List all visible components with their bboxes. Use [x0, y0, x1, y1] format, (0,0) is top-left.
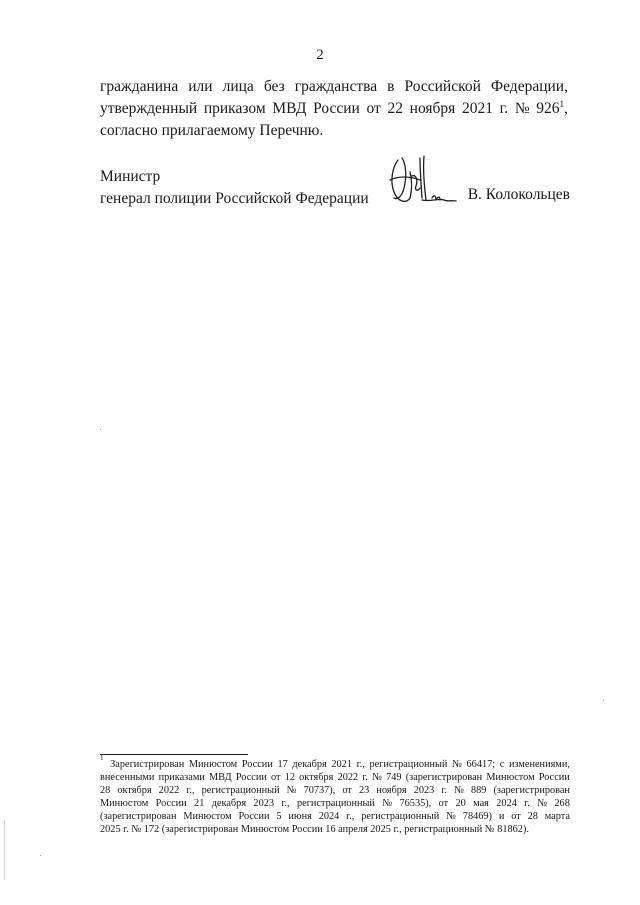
scan-speck	[40, 855, 41, 856]
footnote-word: марта	[544, 811, 570, 823]
handwritten-signature	[376, 154, 460, 224]
signer-position-rank: генерал полиции Российской Федерации	[100, 190, 369, 207]
body-word: 926$^1$,	[536, 98, 568, 117]
scan-speck	[603, 700, 604, 701]
footnote-word: России	[241, 759, 273, 770]
footnote-word: от	[438, 798, 449, 810]
footnote-mark: 1	[100, 754, 104, 762]
footnote-separator	[100, 754, 248, 755]
footnote-line	[100, 810, 570, 823]
footnote-word: (зарегистрирован	[405, 772, 483, 784]
footnote-word: г.,	[186, 785, 195, 797]
body-line-3: согласно прилагаемому Перечню.	[100, 122, 324, 139]
footnote-word: МВД	[209, 772, 232, 784]
footnote-word: и	[498, 811, 505, 823]
footnote-word: регистрационный	[361, 811, 440, 823]
body-word: гражданина	[100, 78, 179, 95]
footnote-word: России	[538, 772, 570, 784]
footnote-word: Минюстом	[100, 798, 149, 810]
footnote-word: г.	[441, 785, 447, 797]
footnote-word: №	[286, 785, 297, 797]
body-word: лица	[222, 78, 254, 95]
footnote-word: от	[271, 772, 281, 784]
footnote-word: 78469)	[462, 811, 492, 823]
footnote-word: (зарегистрирован	[493, 785, 570, 797]
footnote-word: №	[537, 798, 548, 810]
footnote-line	[100, 797, 570, 810]
footnote-line	[100, 754, 570, 771]
body-word: утвержденный	[100, 100, 198, 117]
scan-speck	[100, 429, 101, 430]
footnote-word: декабря	[292, 759, 327, 770]
footnote-word: 12	[284, 772, 295, 784]
footnote-word: от	[511, 811, 521, 823]
footnote-word: 66417;	[466, 759, 496, 770]
footnote-word: 23	[358, 785, 370, 797]
body-line-1	[100, 76, 568, 98]
footnote-word: России	[155, 798, 187, 810]
footnote-reference: 1	[559, 98, 565, 109]
body-word: №	[514, 100, 530, 117]
footnote-word: приказами	[158, 772, 205, 784]
body-word: России	[313, 100, 360, 117]
signer-position-title: Министр	[100, 168, 161, 185]
footnote-word: мая	[473, 798, 489, 810]
body-word: приказом	[203, 100, 266, 117]
footnote-line	[100, 823, 570, 836]
signer-name: В. Колокольцев	[467, 186, 570, 203]
body-punctuation: ,	[564, 100, 568, 117]
footnote-word: г.,	[356, 759, 365, 770]
footnote-word: 5	[276, 811, 282, 823]
footnote-word: 268	[554, 798, 570, 810]
footnote-word: 21	[194, 798, 205, 810]
body-word: Российской	[404, 78, 481, 95]
footnote-word: 76535),	[399, 798, 432, 810]
footnote-word: ноября	[376, 785, 407, 797]
footnote-word: №	[452, 759, 462, 770]
footnote-word: 2022	[337, 772, 359, 784]
footnote-word: 749	[386, 772, 402, 784]
body-word: гражданства	[294, 78, 378, 95]
footnote-word: 889	[470, 785, 487, 797]
footnote-word: октября	[117, 785, 152, 797]
footnote-word: от	[342, 785, 352, 797]
body-word: без	[263, 78, 285, 95]
footnote-word: июня	[288, 811, 312, 823]
footnote-word: Зарегистрирован	[110, 759, 185, 770]
footnote-word: Минюстом	[183, 811, 232, 823]
footnote-word: 28	[100, 785, 111, 797]
footnote-word: 20	[455, 798, 466, 810]
body-word: 2021	[462, 100, 493, 117]
body-word: Федерации,	[490, 78, 568, 95]
page-number: 2	[316, 47, 324, 63]
body-word: в	[387, 78, 395, 95]
footnote-word: 2023	[253, 798, 275, 810]
footnote-word: 2025 г. № 172 (зарегистрирован Минюстом России 16 апреля 2025 г., регистрационный № 81862).	[100, 824, 529, 836]
signature-block	[100, 166, 570, 226]
body-word: г.	[499, 100, 509, 117]
footnote-word: г.	[362, 772, 368, 784]
footnote-word: 2022	[158, 785, 180, 797]
footnote-word: изменениями,	[508, 759, 570, 770]
footnote-line	[100, 784, 570, 797]
body-word: ноября	[409, 100, 456, 117]
footnote-word: 2024	[496, 798, 517, 810]
footnote-line	[100, 771, 570, 784]
footnote-word: Минюстом	[486, 772, 535, 784]
body-word: МВД	[272, 100, 307, 117]
footnote-word: (зарегистрирован	[100, 811, 177, 823]
footnote-word: 2024	[318, 811, 340, 823]
body-word: 22	[387, 100, 403, 117]
footnote-word: 70737),	[303, 785, 336, 797]
body-word: или	[188, 78, 213, 95]
footnote	[100, 754, 570, 837]
footnote-word: 2023	[413, 785, 435, 797]
footnote-word: с	[499, 759, 505, 770]
footnote-word: октября	[299, 772, 334, 784]
scan-edge	[4, 820, 5, 880]
footnote-word: 17	[277, 759, 288, 770]
body-word: от	[366, 100, 381, 117]
footnote-word: г.,	[346, 811, 355, 823]
footnote-word: регистрационный	[369, 759, 448, 770]
footnote-word: №	[454, 785, 464, 797]
footnote-word: регистрационный	[296, 798, 375, 810]
footnote-word: регистрационный	[201, 785, 280, 797]
footnote-word: №	[382, 798, 393, 810]
footnote-word: России	[235, 772, 267, 784]
footnote-word: г.,	[281, 798, 290, 810]
footnote-word: Минюстом	[188, 759, 238, 770]
footnote-word: 2021	[331, 759, 352, 770]
footnote-word: г.	[524, 798, 530, 810]
footnote-word: внесенными	[100, 772, 155, 784]
footnote-word: №	[372, 772, 382, 784]
footnote-word: России	[238, 811, 270, 823]
footnote-word: 28	[527, 811, 538, 823]
body-line-2	[100, 98, 568, 120]
footnote-word: декабря	[211, 798, 247, 810]
footnote-word: №	[446, 811, 456, 823]
body-paragraph	[100, 76, 568, 142]
